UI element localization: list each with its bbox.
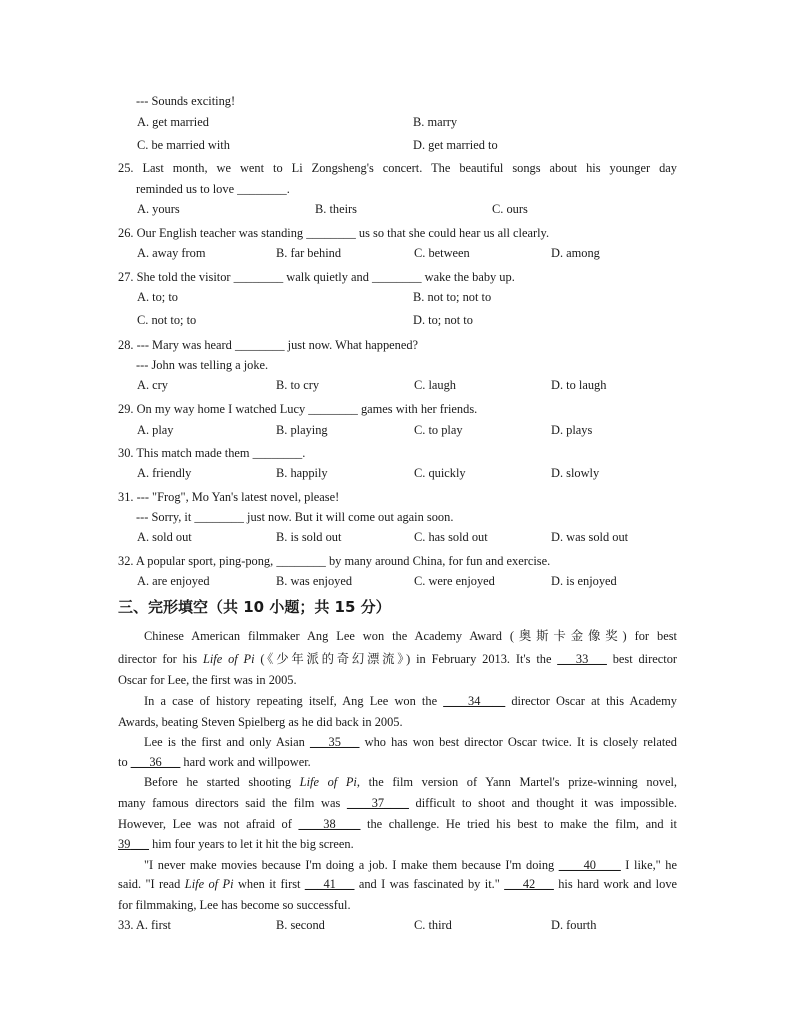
option-c: C. between — [414, 246, 470, 260]
option-c: C. laugh — [414, 378, 456, 392]
passage-line: In a case of history repeating itself, Ang Lee won the ____34____ director Oscar at this Academy — [144, 694, 678, 708]
blank-36: ___36___ — [130, 755, 181, 769]
question-28-stem: 28. --- Mary was heard ________ just now. What happened? — [118, 338, 419, 352]
passage-line: said. "I read Life of Pi when it first ___41___ and I was fascinated by it." ___42___ his hard work and love — [118, 877, 678, 891]
passage-line: many famous directors said the film was ____37____ difficult to shoot and thought it was impossible. — [118, 796, 677, 810]
question-28-stem-cont: --- John was telling a joke. — [136, 358, 269, 372]
question-31-stem: 31. --- "Frog", Mo Yan's latest novel, please! — [118, 490, 340, 504]
option-c: C. not to; to — [137, 313, 197, 327]
passage-line: "I never make movies because I'm doing a job. I make them because I'm doing ____40____ I like," he — [144, 858, 677, 872]
option-d: D. slowly — [551, 466, 600, 480]
passage-line: However, Lee was not afraid of ____38____ the challenge. He tried his best to make the film, and it — [118, 817, 677, 831]
option-d: D. among — [551, 246, 600, 260]
question-29-stem: 29. On my way home I watched Lucy ________ games with her friends. — [118, 402, 478, 416]
passage-line: Oscar for Lee, the first was in 2005. — [118, 673, 297, 687]
blank-39: 39___ — [118, 837, 149, 851]
option-c: C. be married with — [137, 138, 230, 152]
option-b: B. not to; not to — [413, 290, 492, 304]
option-a: A. sold out — [137, 530, 192, 544]
blank-34: ____34____ — [443, 694, 506, 708]
option-d: D. fourth — [551, 918, 597, 932]
option-b: B. was enjoyed — [276, 574, 353, 588]
option-a: A. to; to — [137, 290, 178, 304]
passage-line: director for his Life of Pi (《少年派的奇幻漂流》) in February 2013. It's the ___33___ best director — [118, 652, 678, 666]
option-c: C. quickly — [414, 466, 466, 480]
option-c: C. third — [414, 918, 452, 932]
passage-line: 39___ him four years to let it hit the big screen. — [118, 837, 354, 851]
question-32-stem: 32. A popular sport, ping-pong, ________ by many around China, for fun and exercise. — [118, 554, 551, 568]
question-30-stem: 30. This match made them ________. — [118, 446, 306, 460]
option-a: A. play — [137, 423, 174, 437]
option-a: A. away from — [137, 246, 206, 260]
blank-42: ___42___ — [504, 877, 554, 891]
blank-33: ___33___ — [557, 652, 607, 666]
option-b: B. marry — [413, 115, 458, 129]
option-c: C. has sold out — [414, 530, 488, 544]
question-33-option-a: 33. A. first — [118, 918, 172, 932]
option-c: C. to play — [414, 423, 463, 437]
blank-40: ____40____ — [558, 858, 621, 872]
option-d: D. plays — [551, 423, 593, 437]
blank-38: ____38____ — [298, 817, 361, 831]
option-c: C. ours — [492, 202, 528, 216]
option-b: B. playing — [276, 423, 328, 437]
question-24-response: --- Sounds exciting! — [136, 94, 236, 108]
option-a: A. are enjoyed — [137, 574, 210, 588]
question-31-stem-cont: --- Sorry, it ________ just now. But it will come out again soon. — [136, 510, 454, 524]
option-b: B. theirs — [315, 202, 357, 216]
option-b: B. far behind — [276, 246, 342, 260]
option-b: B. happily — [276, 466, 328, 480]
blank-37: ____37____ — [346, 796, 409, 810]
passage-line: Awards, beating Steven Spielberg as he did back in 2005. — [118, 715, 403, 729]
question-27-stem: 27. She told the visitor ________ walk quietly and ________ wake the baby up. — [118, 270, 515, 284]
section-title: 三、完形填空（共 10 小题；共 15 分） — [118, 598, 391, 616]
option-a: A. yours — [137, 202, 180, 216]
question-25-stem: 25. Last month, we went to Li Zongsheng's concert. The beautiful songs about his younger day — [118, 161, 677, 175]
option-d: D. to; not to — [413, 313, 473, 327]
option-d: D. get married to — [413, 138, 498, 152]
option-b: B. is sold out — [276, 530, 342, 544]
passage-line: Lee is the first and only Asian ___35___ who has won best director Oscar twice. It is closely related — [144, 735, 677, 749]
blank-35: ___35___ — [309, 735, 360, 749]
option-b: B. second — [276, 918, 325, 932]
option-d: D. to laugh — [551, 378, 607, 392]
passage-line: to ___36___ hard work and willpower. — [118, 755, 311, 769]
option-b: B. to cry — [276, 378, 320, 392]
option-a: A. friendly — [137, 466, 192, 480]
question-26-stem: 26. Our English teacher was standing ________ us so that she could hear us all clearly. — [118, 226, 550, 240]
option-d: D. was sold out — [551, 530, 629, 544]
question-25-stem-cont: reminded us to love ________. — [136, 182, 290, 196]
option-a: A. cry — [137, 378, 168, 392]
option-d: D. is enjoyed — [551, 574, 617, 588]
passage-line: Before he started shooting Life of Pi, the film version of Yann Martel's prize-winning novel, — [144, 775, 677, 789]
passage-line: Chinese American filmmaker Ang Lee won the Academy Award (奥斯卡金像奖) for best — [144, 629, 677, 643]
option-c: C. were enjoyed — [414, 574, 495, 588]
blank-41: ___41___ — [304, 877, 355, 891]
passage-line: for filmmaking, Lee has become so successful. — [118, 898, 351, 912]
option-a: A. get married — [137, 115, 209, 129]
